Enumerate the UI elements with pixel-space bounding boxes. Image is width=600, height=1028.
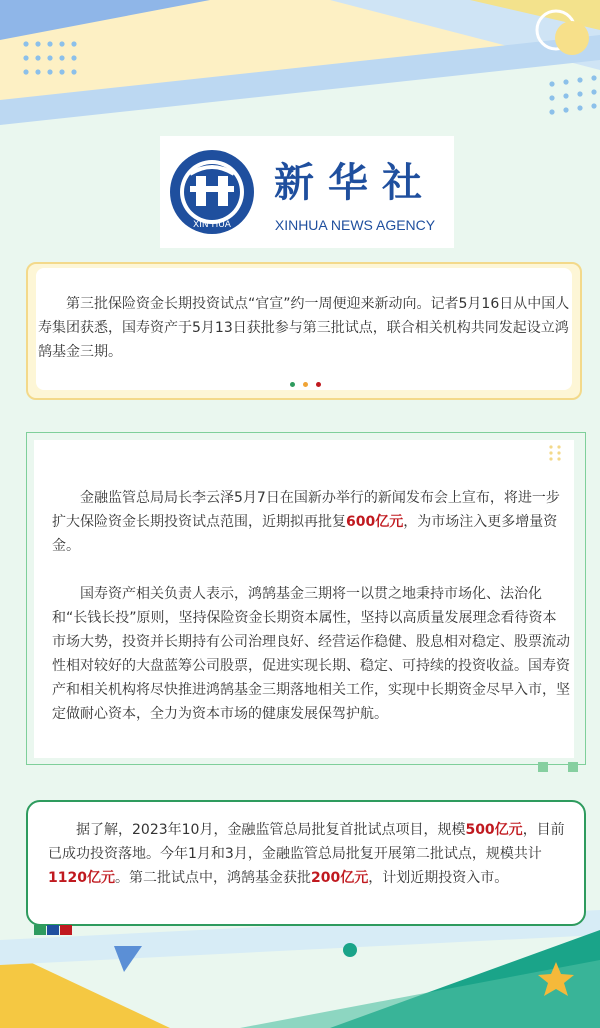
card-dots: [290, 372, 330, 380]
paragraph-announcement: 金融监管总局局长李云泽5月7日在国新办举行的新闻发布会上宣布，将进一步扩大保险资金长期投资试点范围，近期拟再批复600亿元，为市场注入更多增量资金。: [52, 490, 560, 554]
logo-name-cn: 新华社: [274, 159, 436, 206]
corner-square: [538, 762, 548, 772]
color-bar: [34, 920, 74, 930]
xinhua-logo: [160, 136, 454, 248]
corner-square: [568, 762, 578, 772]
paragraph-statement: 国寿资产相关负责人表示，鸿鹄基金三期将一以贯之地秉持市场化、法治化和“长钱长投”原则，坚持保险资金长期资本属性，坚持以高质量发展理念看待资本市场大势，投资并长期持有公司治理良好、经营运作稳健、股息相对稳定、股票流动性相对较好的大盘蓝筹公司股票，促进实现长期、稳定、可持续的投资收益。国寿资产和相关机构将尽快推进鸿鹄基金三期落地相关工作，实现中长期资金尽早入市，坚定做耐心资本，全力为资本市场的健康发展保驾护航。: [52, 586, 570, 722]
summary-paragraph: 据了解，2023年10月，金融监管总局批复首批试点项目，规模500亿元，目前已成功投资落地。今年1月和3月，金融监管总局批复开展第二批试点，规模共计1120亿元。第二批试点中，鸿鹄基金获批200亿元，计划近期投资入市。: [48, 822, 565, 886]
amount-highlight: 600亿元: [346, 514, 404, 530]
xinhua-emblem-icon: [160, 136, 454, 248]
intro-paragraph: 第三批保险资金长期投资试点“官宣”约一周便迎来新动向。记者5月16日从中国人寿集团获悉，国寿资产于5月13日获批参与第三批试点，联合相关机构共同发起设立鸿鹄基金三期。: [38, 296, 570, 360]
dot-grid-icon: [548, 444, 562, 462]
logo-name-en: XINHUA NEWS AGENCY: [274, 217, 436, 233]
emblem-text: XIN HUA: [193, 220, 231, 230]
